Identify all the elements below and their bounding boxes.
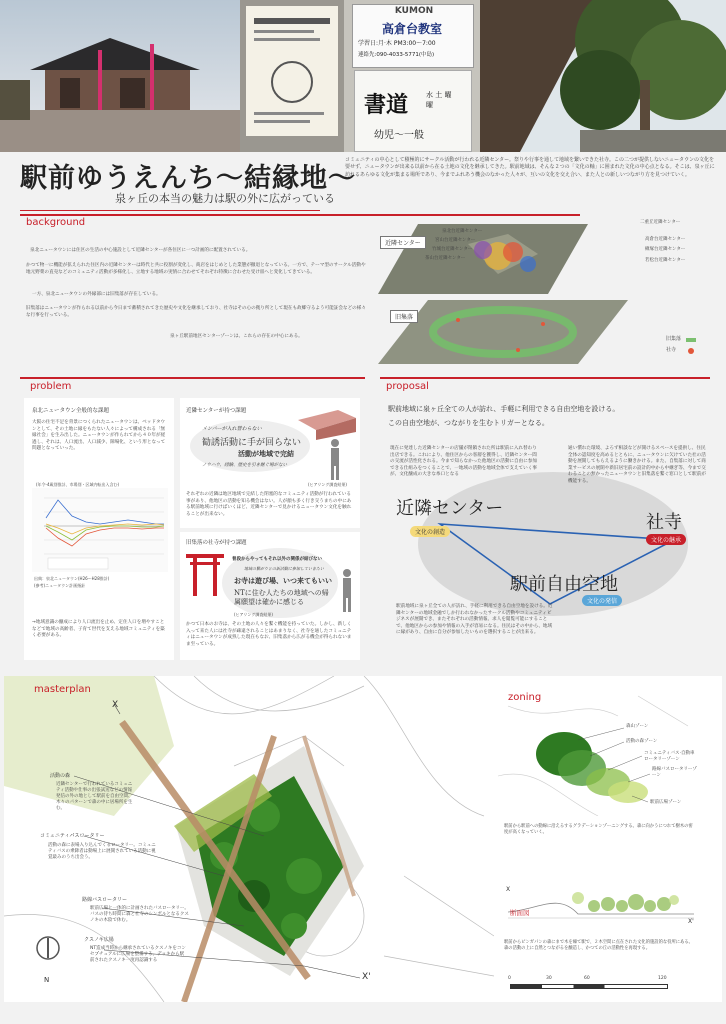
node-shaji: 社寺 <box>646 512 682 533</box>
kumon-logo: KUMON <box>394 6 434 16</box>
card3-bubble-1: 普段からやってもそれ以外の関係が結びない <box>232 557 322 562</box>
card3-bubble-2: 地域の繋がりとの新活動に参加していきたい <box>244 566 324 571</box>
proposal-heading: proposal <box>386 381 429 392</box>
problem-card-3 <box>180 532 360 660</box>
mp-label-body-3: 駅前広場と一体的に計画されたバスロータリー。バスの待ち時間に森と社寺のシンボルとなるクスノキの木陰で休む。 <box>90 906 189 923</box>
scale-120: 120 <box>658 976 667 981</box>
shodo-target: 幼児〜一般 <box>374 130 424 141</box>
proposal-col-1: 現在に発達した近隣センターの店舗が閉鎖された所は駅前に入れ替わり出店できる。これにより、他住区からの客層を獲得し、近隣センター間の交流が活性化される。今まで知らなかった他地区の活動に自由に参加できる仕組みをつくることで、一地域の活動を地域全体で支えていく事が、文化醸成の大きな糸口となる <box>390 446 538 478</box>
card2-bubble-4: ノウハウ、経験、歴史を引き継ぐ場がない <box>202 463 288 468</box>
torii-icon <box>186 552 224 596</box>
scale-30: 30 <box>546 976 552 981</box>
pill-culture-send: 文化の発信 <box>582 595 622 606</box>
background-rule <box>20 214 580 216</box>
card1-footnote-2: (参考)ニュータウン計画指針 <box>34 583 86 588</box>
section-heading: 断面図 <box>510 909 530 917</box>
mp-label-title-2: コミュニティパスロータリー <box>40 833 105 839</box>
card2-bubble-3: 活動が地域で完結 <box>238 450 294 458</box>
page-subtitle: 泉ヶ丘の本当の魅力は駅の外に広がっている <box>115 192 335 205</box>
legend-kyushuraku: 旧集落 <box>666 336 682 342</box>
mp-label-title-1: 活動の森 <box>50 773 71 779</box>
shodo-days: 水 土 曜 曜 <box>426 91 452 109</box>
card3-source: (ヒアリング調査結果) <box>234 612 273 617</box>
callout-4: 竹城台近隣センター <box>432 247 473 252</box>
section-x-prime: X' <box>688 918 694 925</box>
background-para-1: 泉北ニュータウンには住区の生活の中心施設として近隣センターが各住区に一つ計画的に配置されている。 <box>30 248 251 253</box>
card3-body: かつて日本のお寺は、その土地の人々を繋ぐ機能を持っていた。しかし、新しく入って来た人には社寺が疎遠されることはあまりなく、社寺を通したコミュニティはニュータウンが成熟した現在もなお、旧集落から広がる機会が得られないまま至っている。 <box>186 622 352 647</box>
callout-1: 二重丘近隣センター <box>640 220 681 225</box>
callout-8: 若松台近隣センター <box>645 258 686 263</box>
mp-label-body-1: 近隣センターで行われているコミュニティ活動や仕事の出張試送などの情報発信の外の地として駅前を自由空間、木々のパターンで森の中に居場所を生む。 <box>56 782 133 811</box>
zone-2: 活動の森ゾーン <box>626 739 658 744</box>
proposal-col-3: 駅前地域に泉ヶ丘全ての人が訪れ、手軽に利用できる自由空地を設ける。近隣センターの地域金融でしか行われなかったサークル活動やコミュニティビジネスが展開でき、またそれぞれの活動情報、求人を閲覧可能にすることで、他地区からの参加や情報の入手が容易になる。住民はその中から、地域に縁があり、自由に自分が参加したいものを選択することが出来る。 <box>396 604 553 636</box>
card1-footnote-1: 出典：泉北ニュータウン(H26～H28推計) <box>34 576 110 581</box>
zone-4: 路線バスロータリーゾーン <box>652 767 697 778</box>
section-caption: 駅前からピンガパンの森にまで木を繰て駅で、２木空間に点在された文化的施設的な役所にある。森の活動の上に自然とつながるを醸造し、かつての丘の活動性を再現する。 <box>504 940 693 951</box>
pill-culture-inherit: 文化の継承 <box>646 534 686 545</box>
card2-source: (ヒアリング調査結果) <box>308 482 347 487</box>
card2-bubble-2: 勧誘活動に手が回らない <box>202 438 302 448</box>
zone-5: 駅前広場ゾーン <box>650 800 682 805</box>
shodo-sign: 書道 <box>364 92 409 118</box>
background-para-3: 一方、泉北ニュータウンの外縁部には旧集落が存在している。 <box>32 292 161 297</box>
section-mark-x: X <box>112 700 119 710</box>
mp-label-title-4: クスノキ広場 <box>84 937 114 943</box>
background-para-5: 泉ヶ丘駅前地区センターゾーンは、これらの存在の中心にある。 <box>170 334 303 339</box>
scale-bar <box>510 984 668 989</box>
card2-bubble-1: メンバーが入れ替わらない <box>202 426 262 432</box>
title-underline <box>20 210 320 211</box>
page-title: 駅前ゆうえんち〜結縁地〜 <box>20 163 356 194</box>
sign-photo-1 <box>240 0 344 152</box>
legend-kyushuraku-swatch <box>686 338 696 342</box>
proposal-rule <box>380 377 710 379</box>
sign-photo-2 <box>344 0 480 152</box>
card2-body: それぞれの近隣は地区地域で完結した閉塞的なコミュニティ活動が行われている事があり、他地区の活動を知る機会はない。人が顔も多く行き交うまちの中にある駅前地域に行けばいくほど、近隣センターで見かけるニュータウン文化を触れることが出来ない。 <box>186 492 352 517</box>
section-x: X <box>506 886 511 893</box>
node-ekimae: 駅前自由空地 <box>510 574 618 595</box>
zone-1: 森山ゾーン <box>626 724 649 729</box>
scale-0: 0 <box>508 976 511 981</box>
map-kyushuraku-label: 旧集落 <box>390 310 418 323</box>
background-para-4: 旧集落はニュータウンが作られる以前から今日まで蓄積されてきた歴史や文化を継承しており、社寺はその心の拠り所として現在も故郷守るよう可能証会などの様々な行事を行っている。 <box>26 306 366 318</box>
card1-title: 泉北ニュータウン全般的な課題 <box>32 408 110 414</box>
population-chart <box>32 488 168 572</box>
card2-person <box>328 438 342 480</box>
mp-label-title-3: 路線バスロータリー <box>82 897 128 903</box>
mp-label-body-4: NT造成当時から継承されているクスノキをコンセプチュアルに広場を整備する。デッキから駅前されたクスノキ一度再認識する <box>90 946 186 963</box>
map-kinrin <box>378 224 588 294</box>
card3-bubble-4: NTに住む人たちの地域への帰属願望は確かに感じる <box>234 589 329 606</box>
proposal-col-2: 通い慣れた環境、よろず相談などが開けるスペースを提供し、住民全体の認知度を高めるとともに、ニュータウンに欠けていた社の活動を展開してもらえるように働きかける。また、自集落に対して商業サービスの展開や新旧居宅前の設計的中から中継ぎ等、今まで交わることの無かったニュータウンと旧集落を繋ぐ窓口として駅前が機能する。 <box>568 446 706 484</box>
callout-3: 宮山台近隣センター <box>435 238 476 243</box>
card1-body2: →地域意識の醸成により人口流出を止め、定住人口を増やすことなどで地域の高齢者、子育て世代を支える地域コミュニティを築く必要がある。 <box>32 620 165 639</box>
map-kinrin-label: 近隣センター <box>380 236 426 249</box>
legend-shaji-dot <box>688 348 694 354</box>
masterplan-drawing <box>4 676 494 1002</box>
mp-label-body-2: 活動の森に表場入り込んでくるロータリー。コミュニティバスの乗降者は動場上に展開されている活動に視覚最みのうち出会う。 <box>48 843 156 860</box>
kumon-hours: 学習日:月·木 PM3:00〜7:00 <box>358 40 436 47</box>
section-drawing <box>498 852 694 936</box>
pill-culture-creation: 文化の創造 <box>410 526 450 537</box>
temple-photo <box>0 0 240 152</box>
kumon-classroom: 高倉台教室 <box>381 22 442 36</box>
problem-heading: problem <box>30 381 72 392</box>
proposal-lead-1: 駅前地域に泉ヶ丘全ての人が訪れ、手軽に利用できる自由空地を設ける。 <box>388 405 620 413</box>
intro-text: コミュニティの中心として積極的にサークル活動が行われる近隣センター。祭りや行事を通して地域を繋いできた社寺。この二つが提供しないニュータウンの文化を要せず、ニュータウンが出来る以前から在る土地の文化を継承してきた。駅前地域は、そんな２つの「文化の軸」に囲まれた文化の中心点となる。そこは、泉ヶ丘に訪れるあらゆる文化が集まる場所であり、今までふれあう機会のなかった人々が、互いの文化を交え合い、また人との新しいつながり方を見つけていく。 <box>345 157 715 178</box>
zone-3: コミュニティバス·自動車ロータリーゾーン <box>644 751 695 762</box>
background-para-2: かつて物一に機能が拡えられた住区内の近隣センターは時代と共に役割が変化し、商店をはじめとした業態が撤退となっている。一方で、テーマ型のサークル活動や地元野菜の直売などのコミュニティ活動が多様化し、立地する地域の実情に合わせてそれぞれ特徴に合わせた受け皿へと変化してきている。 <box>26 263 366 275</box>
callout-5: 茶山台近隣センター <box>425 256 466 261</box>
legend-shaji: 社寺 <box>666 347 677 353</box>
callout-6: 高倉台近隣センター <box>645 237 686 242</box>
scale-60: 60 <box>584 976 590 981</box>
card2-title: 近隣センターが持つ課題 <box>186 408 247 414</box>
proposal-lead-2: この自由空地が、つながりを生むトリガーとなる。 <box>388 419 549 427</box>
card1-body1: 大阪の住宅不足を背景につくられたニュータウンは、ベッドタウンとして、その土地に縁をもたない人々によって構成される「無縁社会」を生み出した。ニュータウンが作られてから４０年が経過し、それは、人口流出、人口減少、隙場化、という形となって問題となっていった。 <box>32 420 166 452</box>
problem-card-2 <box>180 398 360 528</box>
north-label: N <box>44 976 50 984</box>
callout-7: 槇塚台近隣センター <box>645 247 686 252</box>
node-kinrin-center: 近隣センター <box>396 498 504 519</box>
problem-card-1 <box>24 398 174 660</box>
card2-building <box>298 410 356 440</box>
kumon-contact: 連絡先:090-4033-5771(中島) <box>358 52 435 58</box>
card3-title: 旧集落の社寺が持つ課題 <box>186 540 247 546</box>
problem-rule <box>20 377 365 379</box>
card3-person <box>340 568 354 612</box>
callout-2: 泉北台近隣センター <box>442 229 483 234</box>
masterplan-heading: masterplan <box>34 684 91 695</box>
tree-photo <box>480 0 726 152</box>
zoning-heading: zoning <box>508 692 542 703</box>
section-mark-x-prime: X' <box>362 972 371 982</box>
zoning-caption: 駅前から駅前への動線に沿えるするグラデーションゾーニングする。森に向かうにつれて樹木の密度が高くなっていく。 <box>504 824 693 835</box>
background-heading: background <box>26 217 86 228</box>
card1-chart-caption: (年令-4歳別推計、市場別・区域内転出入含む) <box>36 482 120 487</box>
card3-bubble-3: お寺は遊び場、いつ来てもいい <box>234 577 332 585</box>
